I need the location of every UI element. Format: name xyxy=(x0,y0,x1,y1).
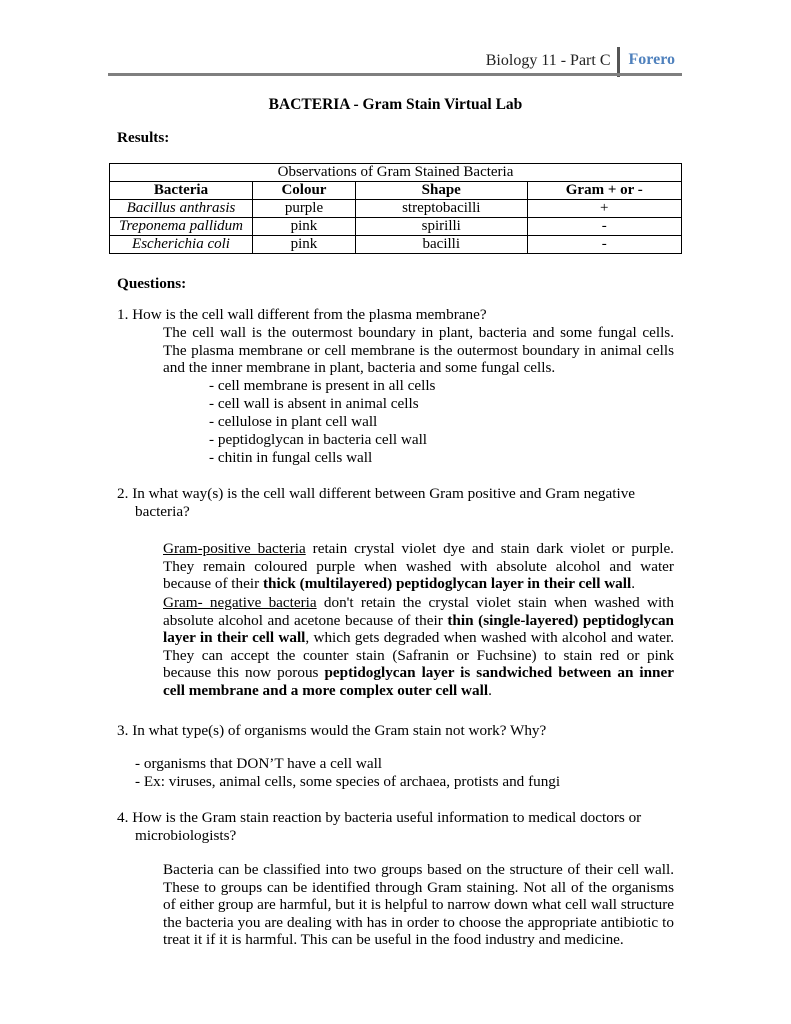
table-cell: streptobacilli xyxy=(355,200,527,218)
term-gram-negative: Gram- negative bacteria xyxy=(163,594,317,611)
table-cell: pink xyxy=(253,218,356,236)
question-3: 3. In what type(s) of organisms would the Gram stain not work? Why? xyxy=(117,722,547,739)
column-header-gram: Gram + or - xyxy=(527,182,681,200)
answer-1-bullet: - cell wall is absent in animal cells xyxy=(209,395,419,412)
table-row xyxy=(110,236,682,254)
table-cell: + xyxy=(527,200,681,218)
table-cell: Bacillus anthrasis xyxy=(110,200,253,218)
table-cell: purple xyxy=(253,200,356,218)
answer-1-bullet: - cellulose in plant cell wall xyxy=(209,413,378,430)
question-2-continued: bacteria? xyxy=(135,503,190,520)
table-row xyxy=(110,200,682,218)
header-course: Biology 11 - Part C xyxy=(486,47,620,77)
table-caption: Observations of Gram Stained Bacteria xyxy=(110,164,682,182)
results-heading: Results: xyxy=(117,129,170,146)
table-cell: spirilli xyxy=(355,218,527,236)
answer-2-bold: thin (single-layered) peptidoglycan layer in their cell wall xyxy=(163,611,674,647)
answer-2-text: don't retain the crystal violet stain when washed with absolute alcohol and acetone because of their xyxy=(163,594,674,629)
answer-2-gram-positive xyxy=(163,540,674,593)
question-2: 2. In what way(s) is the cell wall different between Gram positive and Gram negative xyxy=(117,485,636,502)
answer-1-bullet: - cell membrane is present in all cells xyxy=(209,377,436,394)
table-header-row xyxy=(110,182,682,200)
answer-2-bold: peptidoglycan layer is sandwiched between an inner cell membrane and a more complex outer cell wall xyxy=(163,664,674,699)
header-author-name: Forero xyxy=(628,51,675,68)
table-cell: Treponema pallidum xyxy=(110,218,253,236)
answer-2-text: retain crystal violet dye and stain dark violet or purple. They remain coloured purple when washed with absolute alcohol and water because of their xyxy=(163,540,674,593)
questions-heading: Questions: xyxy=(117,275,187,292)
header-rule xyxy=(108,73,682,76)
answer-1-bullet: - peptidoglycan in bacteria cell wall xyxy=(209,431,428,448)
answer-1-bullet: - chitin in fungal cells wall xyxy=(209,449,373,466)
answer-3-line: - organisms that DON’T have a cell wall xyxy=(135,755,383,772)
observations-table xyxy=(109,163,682,254)
question-4: 4. How is the Gram stain reaction by bacteria useful information to medical doctors or xyxy=(117,809,642,826)
table-cell: Escherichia coli xyxy=(110,236,253,254)
table-cell: - xyxy=(527,218,681,236)
column-header-bacteria: Bacteria xyxy=(110,182,253,200)
question-1: 1. How is the cell wall different from the plasma membrane? xyxy=(117,306,487,323)
table-cell: - xyxy=(527,236,681,254)
answer-1: The cell wall is the outermost boundary in plant, bacteria and some fungal cells. The plasma membrane or cell membrane is the outermost boundary in animal cells and the inner membrane in plant, bacteria and some fungal cells. xyxy=(163,324,674,377)
answer-2-bold: thick (multilayered) peptidoglycan layer in their cell wall xyxy=(262,575,632,593)
question-4-continued: microbiologists? xyxy=(135,827,237,844)
table-caption-row xyxy=(110,164,682,182)
term-gram-positive: Gram-positive bacteria xyxy=(163,540,306,557)
answer-2-text: . xyxy=(631,575,636,593)
answer-2-text: . xyxy=(488,681,492,699)
answer-2-gram-negative xyxy=(163,594,674,700)
column-header-shape: Shape xyxy=(355,182,527,200)
table-cell: bacilli xyxy=(355,236,527,254)
answer-4: Bacteria can be classified into two groups based on the structure of their cell wall. These to groups can be identified through Gram staining. Not all of the organisms of either group are harmful, but it is helpful to narrow down what cell wall structure the bacteria you are dealing with has in order to choose the appropriate antibiotic to treat it if it is harmful. This can be useful in the food industry and medicine. xyxy=(163,861,674,949)
column-header-colour: Colour xyxy=(253,182,356,200)
answer-3-line: - Ex: viruses, animal cells, some species of archaea, protists and fungi xyxy=(135,773,561,790)
answer-2-text: , which gets degraded when washed with alcohol and water. They can accept the counter stain (Safranin or Fuchsine) to stain red or pink because this now porous xyxy=(163,629,674,682)
document-title: BACTERIA - Gram Stain Virtual Lab xyxy=(268,96,523,113)
table-cell: pink xyxy=(253,236,356,254)
table-row xyxy=(110,218,682,236)
